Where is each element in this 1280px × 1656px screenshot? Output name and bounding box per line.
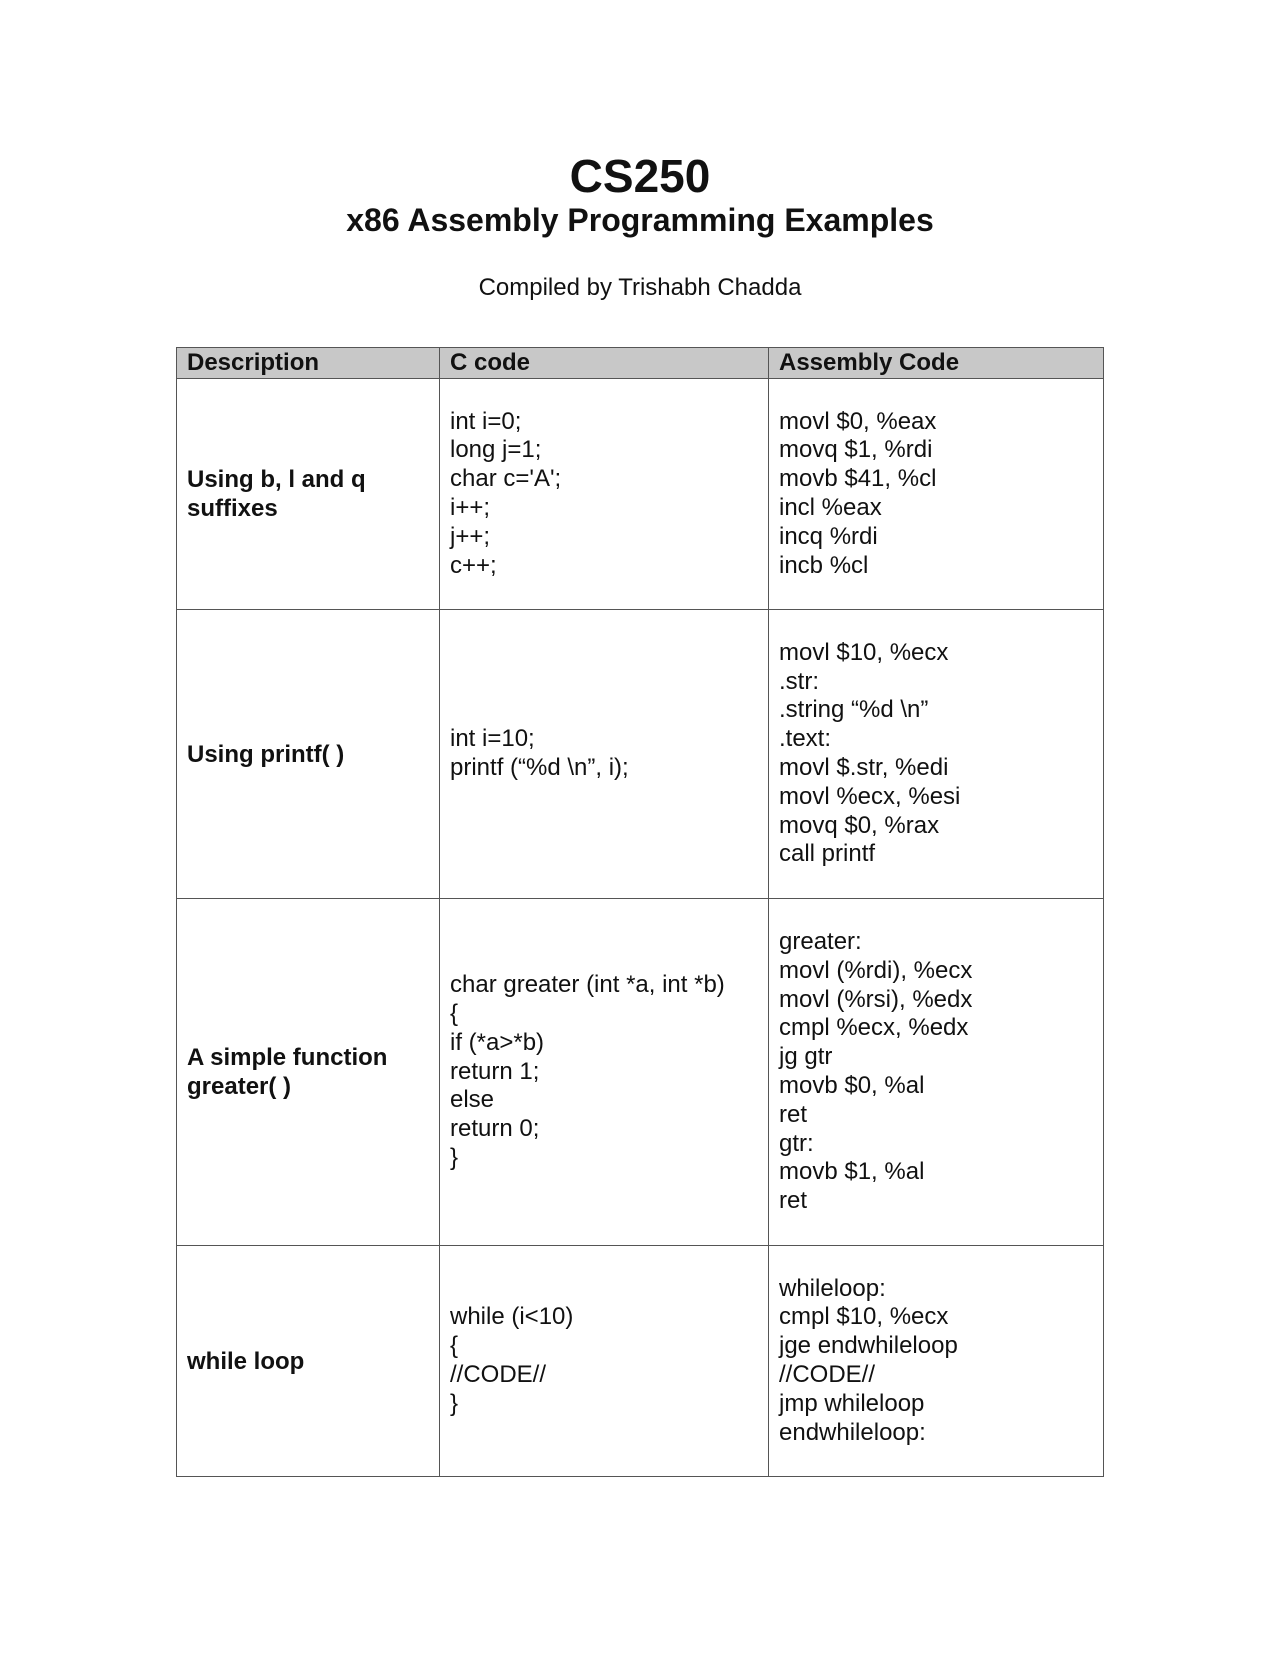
code-line: .str: <box>779 667 819 695</box>
code-line: gtr: <box>779 1129 814 1157</box>
code-line: return 0; <box>450 1115 540 1143</box>
page-title: CS250 <box>569 150 711 202</box>
assembly-code-cell <box>769 899 1104 1246</box>
code-line: .text: <box>779 725 832 753</box>
code-line: while (i<10) <box>450 1303 574 1331</box>
code-line: movl %ecx, %esi <box>779 782 961 810</box>
code-line: incl %eax <box>779 494 882 521</box>
page-subtitle: x86 Assembly Programming Examples <box>346 202 934 238</box>
table-row <box>177 379 1104 610</box>
row-description: Using printf( ) <box>177 610 440 899</box>
code-line: return 1; <box>450 1057 540 1085</box>
code-line: { <box>450 1000 459 1027</box>
code-line: movl (%rsi), %edx <box>779 985 973 1013</box>
code-line: else <box>450 1086 495 1114</box>
column-header-description: Description <box>177 348 440 379</box>
code-line: //CODE// <box>450 1361 547 1388</box>
author-credit: Compiled by Trishabh Chadda <box>478 274 802 301</box>
code-line: } <box>450 1389 459 1417</box>
column-header-c-code: C code <box>440 348 769 379</box>
c-code-cell <box>440 610 769 899</box>
code-line: movl $0, %eax <box>779 407 937 435</box>
row-description: A simple function greater( ) <box>177 899 440 1246</box>
code-line: cmpl $10, %ecx <box>779 1303 949 1331</box>
code-line: j++; <box>450 522 491 550</box>
code-line: //CODE// <box>779 1361 876 1388</box>
code-line: jg gtr <box>779 1043 833 1071</box>
code-line: movl (%rdi), %ecx <box>779 956 973 984</box>
code-line: long j=1; <box>450 436 542 464</box>
code-line: whileloop: <box>779 1274 886 1302</box>
code-line: greater: <box>779 928 862 956</box>
code-line: ret <box>779 1187 808 1215</box>
code-line: movb $0, %al <box>779 1072 925 1099</box>
code-line: movq $0, %rax <box>779 811 940 839</box>
assembly-code-cell <box>769 610 1104 899</box>
code-line: if (*a>*b) <box>450 1028 545 1056</box>
code-line: movb $1, %al <box>779 1158 925 1186</box>
code-line: printf (“%d \n”, i); <box>450 754 629 781</box>
code-line: int i=0; <box>450 407 522 435</box>
code-line: call printf <box>779 840 876 868</box>
code-line: movl $10, %ecx <box>779 638 949 666</box>
c-code-cell <box>440 1246 769 1477</box>
code-line: .string “%d \n” <box>779 696 929 724</box>
code-line: { <box>450 1332 459 1360</box>
assembly-code-cell <box>769 379 1104 610</box>
table-row <box>177 610 1104 899</box>
row-description: Using b, l and q suffixes <box>177 379 440 610</box>
table-body <box>177 379 1104 1477</box>
table-header-row <box>177 348 1104 379</box>
code-line: incq %rdi <box>779 522 878 550</box>
code-line: movq $1, %rdi <box>779 436 933 464</box>
code-line: char greater (int *a, int *b) <box>450 971 725 999</box>
c-code-cell <box>440 899 769 1246</box>
code-line: jmp whileloop <box>779 1389 925 1417</box>
code-line: int i=10; <box>450 725 535 753</box>
examples-table <box>176 347 1104 1477</box>
table-row <box>177 1246 1104 1477</box>
code-line: cmpl %ecx, %edx <box>779 1014 969 1042</box>
column-header-assembly-code: Assembly Code <box>769 348 1104 379</box>
row-description: while loop <box>177 1246 440 1477</box>
code-line: movl $.str, %edi <box>779 754 949 781</box>
c-code-cell <box>440 379 769 610</box>
code-line: c++; <box>450 551 497 579</box>
code-line: jge endwhileloop <box>779 1332 958 1360</box>
code-line: incb %cl <box>779 551 869 579</box>
code-line: } <box>450 1143 459 1171</box>
assembly-code-cell <box>769 1246 1104 1477</box>
code-line: ret <box>779 1100 808 1128</box>
code-line: endwhileloop: <box>779 1418 926 1446</box>
code-line: movb $41, %cl <box>779 465 937 493</box>
code-line: char c='A'; <box>450 465 562 493</box>
code-line: i++; <box>450 494 491 521</box>
table-row <box>177 899 1104 1246</box>
